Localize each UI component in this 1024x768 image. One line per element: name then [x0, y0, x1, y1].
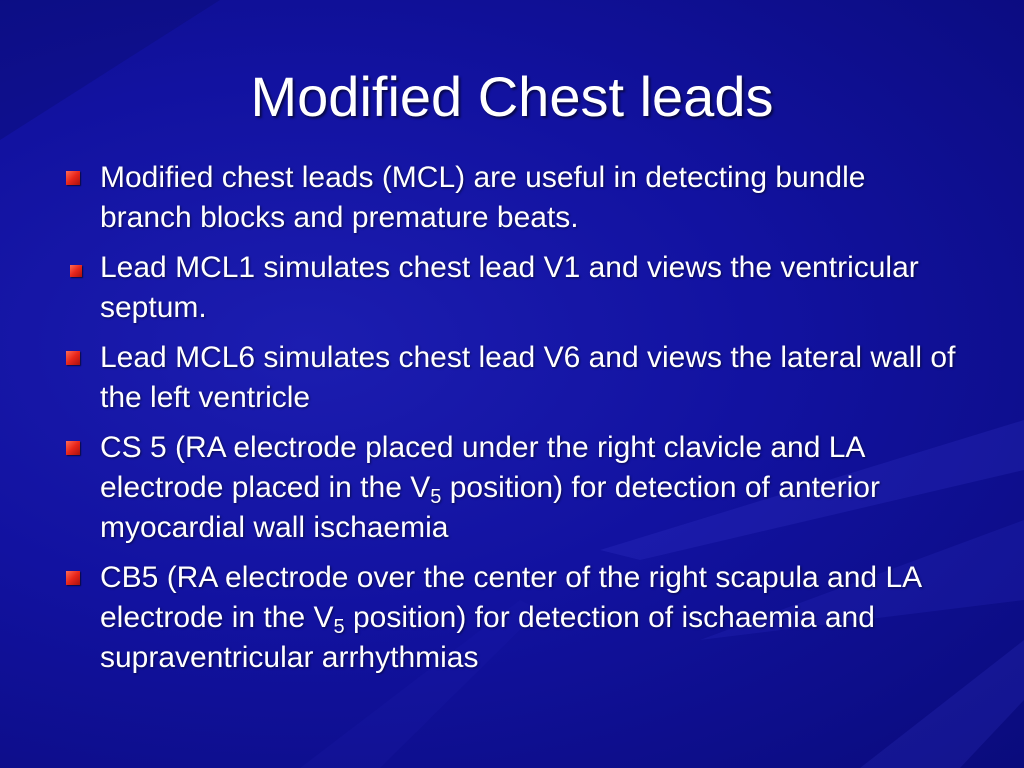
subscript: 5 [333, 616, 345, 638]
red-square-bullet-icon [66, 571, 80, 585]
bullet-text: Lead MCL1 simulates chest lead V1 and views the ventricular septum. [100, 251, 919, 324]
bullet-text: CS 5 (RA electrode placed under the right clavicle and LA electrode placed in the $V_5$ position) for detection of anterior myocardial wall ischaemia [100, 431, 880, 544]
bullet-text: Lead MCL6 simulates chest lead V6 and views the lateral wall of the left ventricle [100, 341, 956, 414]
subscript: 5 [430, 486, 442, 508]
red-square-bullet-icon [66, 351, 80, 365]
bullet-text: Modified chest leads (MCL) are useful in detecting bundle branch blocks and premature beats. [100, 161, 866, 234]
slide-title: Modified Chest leads [250, 65, 774, 128]
red-square-bullet-icon [70, 265, 82, 277]
bullet-item-cb5 [64, 558, 964, 678]
bullet-list [64, 158, 964, 688]
bullet-item-mcl [64, 158, 964, 238]
bullet-item-mcl1 [64, 248, 964, 328]
red-square-bullet-icon [66, 171, 80, 185]
red-square-bullet-icon [66, 441, 80, 455]
bullet-item-cs5 [64, 428, 964, 548]
bullet-item-mcl6 [64, 338, 964, 418]
bullet-text: CB5 (RA electrode over the center of the right scapula and LA electrode in the $V_5$ position) for detection of ischaemia and supraventricular arrhythmias [100, 561, 921, 674]
